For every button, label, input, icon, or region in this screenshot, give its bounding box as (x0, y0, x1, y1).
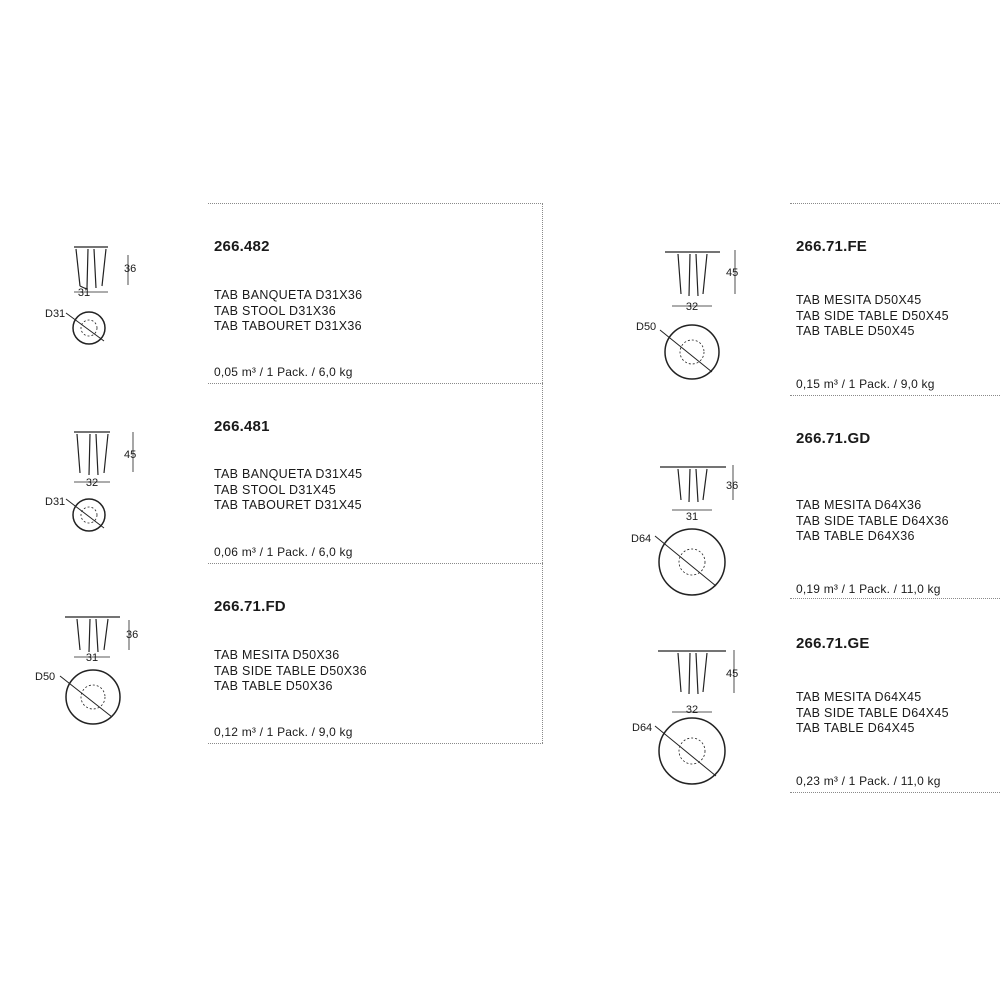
top-view-circle (659, 718, 725, 784)
diameter-label: D64 (631, 533, 652, 545)
table-legs (678, 469, 707, 502)
description-line: TAB MESITA D50X45 (796, 293, 922, 307)
table-legs (77, 434, 108, 475)
height-label: 36 (124, 263, 137, 275)
packaging-info: 0,15 m³ / 1 Pack. / 9,0 kg (796, 377, 935, 391)
description-line: TAB TABOURET D31X45 (214, 498, 362, 512)
packaging-info: 0,05 m³ / 1 Pack. / 6,0 kg (214, 365, 353, 379)
product-description (796, 293, 949, 340)
table-legs (678, 653, 707, 694)
description-line: TAB TABLE D50X36 (214, 679, 333, 693)
width-label: 32 (685, 301, 699, 313)
product-code: 266.481 (214, 418, 270, 435)
description-line: TAB SIDE TABLE D64X36 (796, 513, 949, 528)
product-description (796, 690, 949, 737)
packaging-info: 0,19 m³ / 1 Pack. / 11,0 kg (796, 582, 941, 596)
table-legs (76, 249, 106, 289)
description-line: TAB MESITA D64X45 (796, 690, 922, 704)
divider (790, 598, 1000, 599)
base-outline (81, 685, 105, 709)
divider (790, 792, 1000, 793)
description-line: TAB TABLE D50X45 (796, 324, 915, 338)
product-description (796, 498, 949, 545)
width-label: 31 (685, 511, 699, 523)
description-line: TAB BANQUETA D31X45 (214, 467, 363, 481)
divider (208, 563, 543, 564)
height-label: 45 (124, 449, 137, 461)
diameter-label: D50 (35, 671, 56, 683)
divider (208, 203, 543, 204)
diameter-label: D31 (45, 496, 66, 508)
divider (790, 395, 1000, 396)
packaging-info: 0,06 m³ / 1 Pack. / 6,0 kg (214, 545, 353, 559)
divider (208, 383, 543, 384)
width-label: 32 (85, 477, 99, 489)
height-label: 45 (726, 267, 739, 279)
divider (790, 203, 1000, 204)
description-line: TAB SIDE TABLE D50X45 (796, 308, 949, 323)
product-description (214, 288, 362, 335)
description-line: TAB STOOL D31X45 (214, 482, 336, 497)
description-line: TAB TABLE D64X45 (796, 721, 915, 735)
base-outline (679, 549, 705, 575)
top-view-circle (66, 670, 120, 724)
diameter-leader (66, 313, 104, 341)
product-description (214, 648, 367, 695)
product-code: 266.71.FE (796, 238, 868, 255)
description-line: TAB MESITA D64X36 (796, 498, 922, 512)
diameter-label: D64 (632, 722, 653, 734)
description-line: TAB SIDE TABLE D50X36 (214, 663, 367, 678)
height-label: 36 (726, 480, 739, 492)
description-line: TAB BANQUETA D31X36 (214, 288, 363, 302)
width-label: 31 (77, 287, 91, 299)
product-code: 266.71.FD (214, 598, 286, 615)
column-divider (542, 203, 543, 743)
diameter-label: D31 (45, 308, 66, 320)
product-description (214, 467, 362, 514)
divider (208, 743, 543, 744)
base-outline (680, 340, 704, 364)
product-code: 266.71.GE (796, 635, 870, 652)
description-line: TAB MESITA D50X36 (214, 648, 340, 662)
top-view-circle (73, 499, 105, 531)
height-label: 36 (126, 629, 139, 641)
diameter-leader (60, 676, 112, 717)
top-view-circle (73, 312, 105, 344)
width-label: 32 (685, 704, 699, 716)
table-legs (77, 619, 108, 652)
table-legs (678, 254, 707, 296)
base-outline (679, 738, 705, 764)
diameter-label: D50 (636, 321, 657, 333)
product-code: 266.71.GD (796, 430, 871, 447)
description-line: TAB STOOL D31X36 (214, 303, 336, 318)
description-line: TAB TABLE D64X36 (796, 529, 915, 543)
description-line: TAB SIDE TABLE D64X45 (796, 705, 949, 720)
diameter-leader (66, 499, 104, 528)
packaging-info: 0,12 m³ / 1 Pack. / 9,0 kg (214, 725, 353, 739)
product-code: 266.482 (214, 238, 270, 255)
height-label: 45 (726, 668, 739, 680)
description-line: TAB TABOURET D31X36 (214, 319, 362, 333)
packaging-info: 0,23 m³ / 1 Pack. / 11,0 kg (796, 774, 941, 788)
width-label: 31 (85, 652, 99, 664)
